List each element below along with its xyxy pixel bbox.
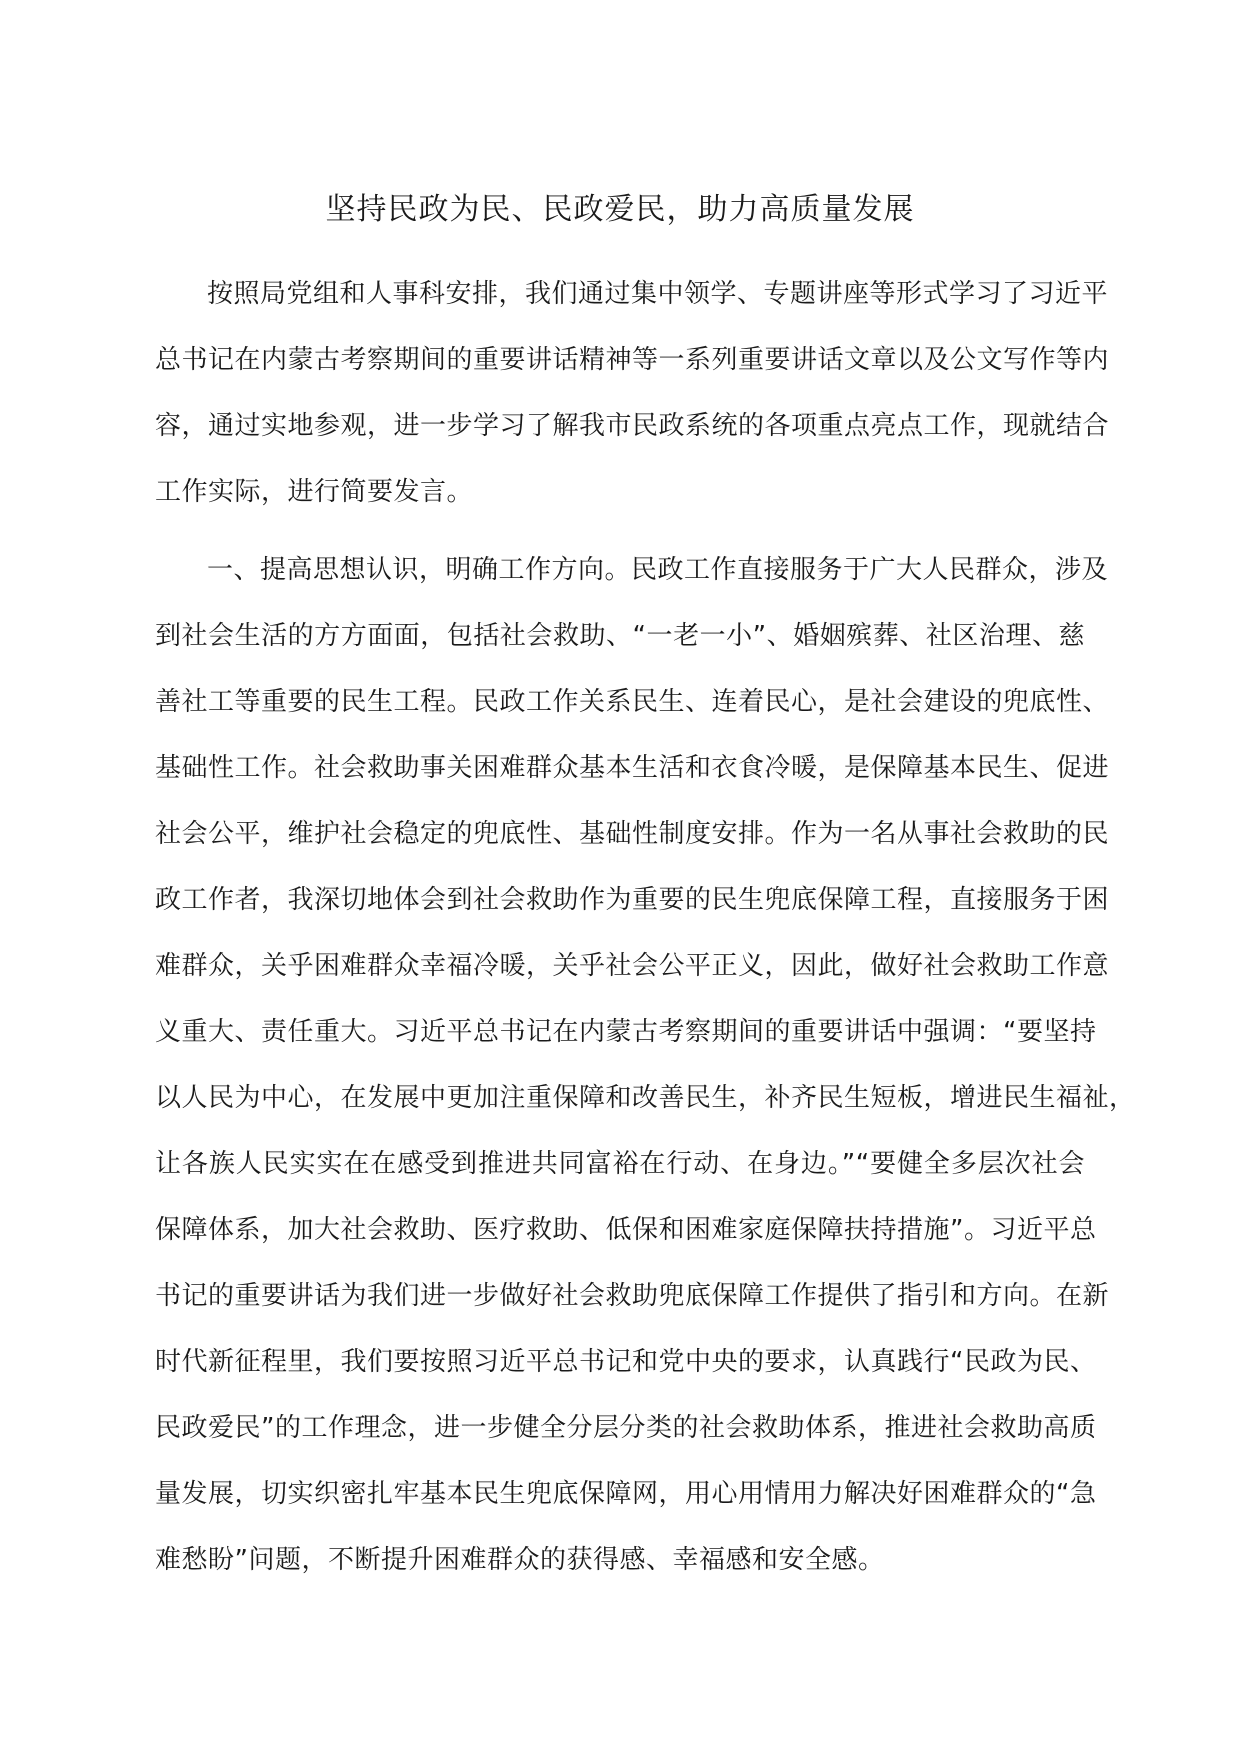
text-line: 到社会生活的方方面面，包括社会救助、“一老一小”、婚姻殡葬、社区治理、慈 xyxy=(155,621,1085,651)
text-line: 难群众，关乎困难群众幸福冷暖，关乎社会公平正义，因此，做好社会救助工作意 xyxy=(155,951,1110,981)
text-line: 以人民为中心，在发展中更加注重保障和改善民生，补齐民生短板，增进民生福祉， xyxy=(155,1083,1136,1113)
text-line: 量发展，切实织密扎牢基本民生兜底保障网，用心用情用力解决好困难群众的“急 xyxy=(155,1479,1097,1509)
text-line: 时代新征程里，我们要按照习近平总书记和党中央的要求，认真践行“民政为民、 xyxy=(155,1347,1097,1377)
text-line: 难愁盼”问题，不断提升困难群众的获得感、幸福感和安全感。 xyxy=(155,1545,885,1575)
document-title: 坚持民政为民、民政爱民，助力高质量发展 xyxy=(325,192,915,227)
text-line: 容，通过实地参观，进一步学习了解我市民政系统的各项重点亮点工作，现就结合 xyxy=(155,411,1110,441)
text-line: 义重大、责任重大。习近平总书记在内蒙古考察期间的重要讲话中强调：“要坚持 xyxy=(155,1017,1097,1047)
text-line: 政工作者，我深切地体会到社会救助作为重要的民生兜底保障工程，直接服务于困 xyxy=(155,885,1110,915)
text-line: 基础性工作。社会救助事关困难群众基本生活和衣食冷暖，是保障基本民生、促进 xyxy=(155,753,1110,783)
text-line: 民政爱民”的工作理念，进一步健全分层分类的社会救助体系，推进社会救助高质 xyxy=(155,1413,1097,1443)
text-line: 保障体系，加大社会救助、医疗救助、低保和困难家庭保障扶持措施”。习近平总 xyxy=(155,1215,1097,1245)
text-line: 书记的重要讲话为我们进一步做好社会救助兜底保障工作提供了指引和方向。在新 xyxy=(155,1281,1110,1311)
text-line: 社会公平，维护社会稳定的兜底性、基础性制度安排。作为一名从事社会救助的民 xyxy=(155,819,1110,849)
paragraph-section-one xyxy=(155,537,1136,1593)
text-line: 按照局党组和人事科安排，我们通过集中领学、专题讲座等形式学习了习近平 xyxy=(207,279,1109,309)
text-line: 善社工等重要的民生工程。民政工作关系民生、连着民心，是社会建设的兜底性、 xyxy=(155,687,1110,717)
text-line: 工作实际，进行简要发言。 xyxy=(155,477,474,507)
text-line: 一、提高思想认识，明确工作方向。民政工作直接服务于广大人民群众，涉及 xyxy=(207,555,1109,585)
text-line: 让各族人民实实在在感受到推进共同富裕在行动、在身边。”“要健全多层次社会 xyxy=(155,1149,1085,1179)
text-line: 总书记在内蒙古考察期间的重要讲话精神等一系列重要讲话文章以及公文写作等内 xyxy=(155,345,1110,375)
paragraph-intro xyxy=(155,261,1110,525)
